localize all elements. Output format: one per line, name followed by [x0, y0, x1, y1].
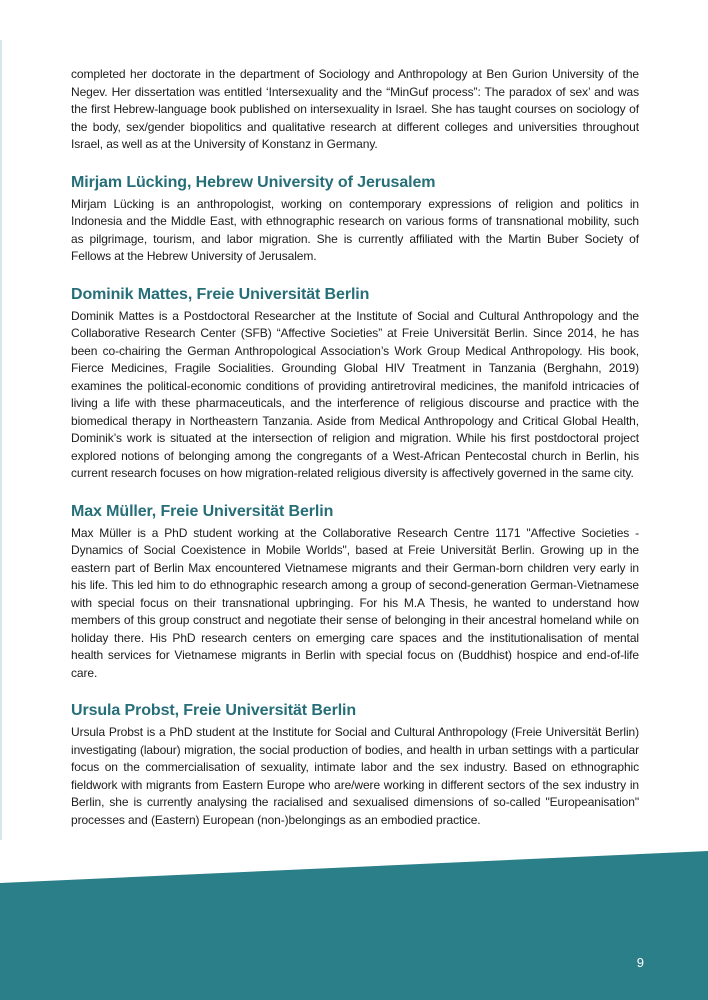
footer-band-shape — [0, 851, 708, 1000]
bio-heading-luecking: Mirjam Lücking, Hebrew University of Jerusalem — [71, 173, 436, 191]
bio-text-probst: Ursula Probst is a PhD student at the Institute for Social and Cultural Anthropology (Freie Universität Berlin) investigating (labour) migration, the social production of bodies, and health in urban settings with a particular focus on the commercialisation of sexuality, intimate labor and the sex industry. Based on ethnographic fieldwork with migrants from Eastern Europe who are/were working in different sectors of the sex industry in Berlin, she is currently analysing the racialised and sexualised dimensions of so-called "Europeanisation" processes and (Eastern) European (non-)belongings as an embodied practice. — [71, 725, 639, 827]
bio-text-luecking: Mirjam Lücking is an anthropologist, working on contemporary expressions of religion and politics in Indonesia and the Middle East, with ethnographic research on various forms of transnational mobility, such as pilgrimage, tourism, and labor migration. She is currently affiliated with the Martin Buber Society of Fellows at the Hebrew University of Jerusalem. — [71, 196, 639, 263]
bio-text-mueller: Max Müller is a PhD student working at the Collaborative Research Centre 1171 "Affective Societies - Dynamics of Social Coexistence in Mobile Worlds", based at Freie Universität Berlin. Growing up in the eastern part of Berlin Max encountered Vietnamese migrants and their German-born children very early in his life. This led him to do ethnographic research among a group of second-generation German-Vietnamese with special focus on their transnational upbringing. For his M.A Thesis, he wanted to understand how members of this group construct and negotiate their sense of belonging in their ancestral homeland while on holiday there. His PhD research centers on emerging care spaces and the institutionalisation of mental health services for Vietnamese migrants in Berlin with special focus on (Buddhist) hospice and end-of-life care. — [71, 525, 639, 680]
bio-heading-probst: Ursula Probst, Freie Universität Berlin — [71, 702, 357, 719]
bio-heading-mattes: Dominik Mattes, Freie Universität Berlin — [71, 285, 370, 303]
page-number: 9 — [636, 955, 644, 970]
bio-heading-mueller: Max Müller, Freie Universität Berlin — [71, 502, 334, 520]
bio-text-mattes: Dominik Mattes is a Postdoctoral Researcher at the Institute of Social and Cultural Anthropology and the Collaborative Research Center (SFB) “Affective Societies” at Freie Universität Berlin. Since 2014, he has been co-chairing the German Anthropological Association’s Work Group Medical Anthropology. His book, Fierce Medicines, Fragile Socialities. Grounding Global HIV Treatment in Tanzania (Berghahn, 2019) examines the political-economic conditions of providing antiretroviral medicines, the manifold intricacies of living a life with these pharmaceuticals, and the interference of religious discourse and practice with the biomedical therapy in Northeastern Tanzania. Aside from Medical Anthropology and Critical Global Health, Dominik’s work is situated at the intersection of religion and migration. While his first postdoctoral project explored notions of belonging among the congregants of a West-African Pentecostal church in Berlin, his current research focuses on how migration-related religious diversity is affectively governed in the same city. — [71, 308, 639, 480]
intro-paragraph: completed her doctorate in the department of Sociology and Anthropology at Ben Gurion University of the Negev. Her dissertation was entitled ‘Intersexuality and the “MinGuf process”: The paradox of sex’ and was the first Hebrew-language book published on intersexuality in Israel. She has taught courses on sociology of the body, sex/gender biopolitics and qualitative research at different colleges and universities throughout Israel, as well as at the University of Konstanz in Germany. — [71, 67, 639, 151]
